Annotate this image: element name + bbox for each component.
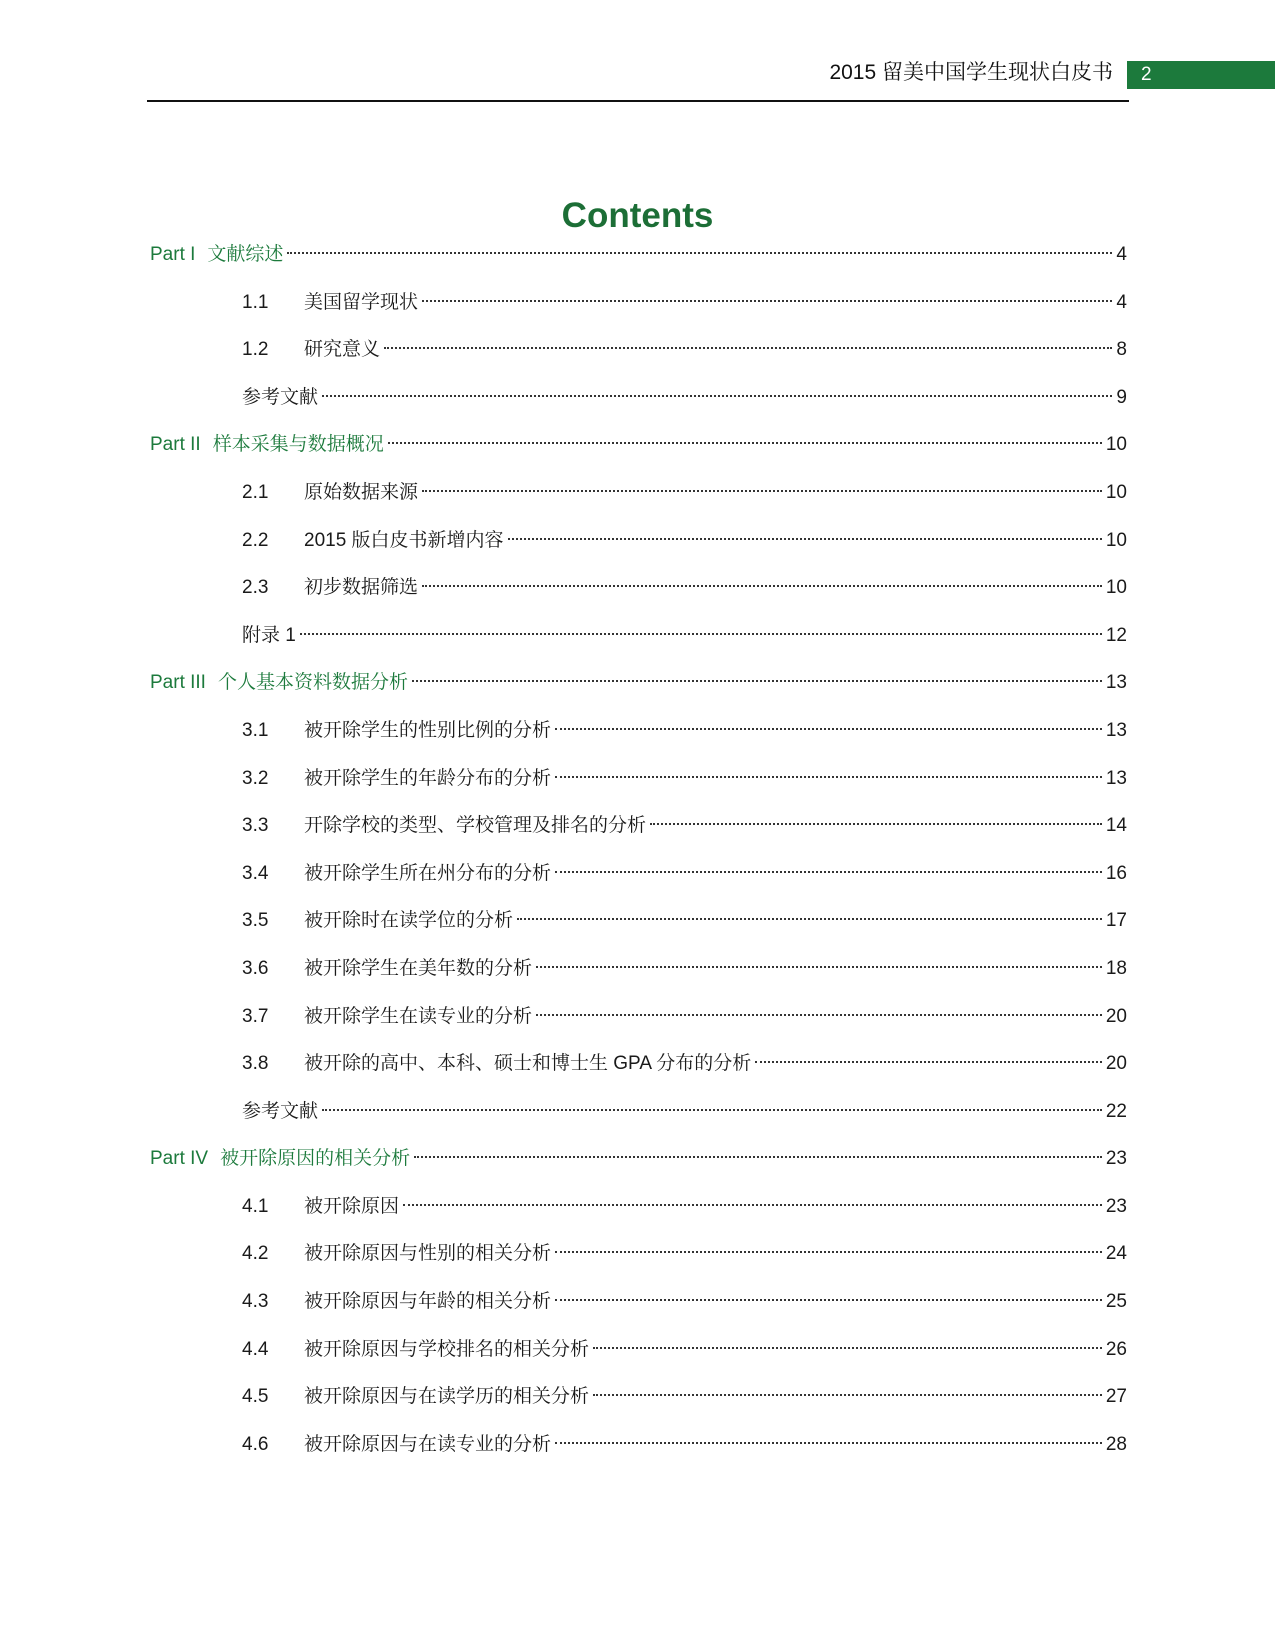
toc-entry-number: 2.1 xyxy=(242,481,269,503)
toc-entry[interactable] xyxy=(150,850,1127,898)
toc-entry-number: 3.6 xyxy=(242,957,269,979)
toc-entry-number: 4.5 xyxy=(242,1386,269,1408)
toc-list xyxy=(150,231,1127,1468)
toc-entry-number: 4.2 xyxy=(242,1243,269,1265)
dot-leader xyxy=(755,1061,1102,1063)
toc-entry-number: 1.2 xyxy=(242,339,269,361)
toc-part-1[interactable] xyxy=(150,231,1127,279)
toc-entry-page: 28 xyxy=(1105,1433,1127,1455)
toc-entry-page: 27 xyxy=(1105,1386,1127,1408)
toc-entry-title: 2015 版白皮书新增内容 xyxy=(304,529,504,551)
toc-entry-page: 4 xyxy=(1116,244,1127,265)
toc-entry-title: 文献综述 xyxy=(207,244,284,265)
toc-entry-page: 25 xyxy=(1105,1291,1127,1313)
toc-entry-title: 个人基本资料数据分析 xyxy=(217,672,408,694)
toc-entry-title: 样本采集与数据概况 xyxy=(212,434,384,456)
toc-entry-title: 研究意义 xyxy=(304,339,381,361)
dot-leader xyxy=(650,823,1102,825)
dot-leader xyxy=(412,680,1102,682)
toc-entry-page: 16 xyxy=(1105,862,1127,884)
toc-entry-number: Part II xyxy=(150,434,201,456)
toc-entry-page: 20 xyxy=(1105,1005,1127,1027)
toc-title: Contents xyxy=(561,196,714,235)
header-rule xyxy=(147,100,1129,102)
toc-entry[interactable] xyxy=(150,279,1127,327)
toc-entry-number: 3.4 xyxy=(242,862,269,884)
toc-entry-page: 10 xyxy=(1105,434,1127,456)
toc-entry-page: 10 xyxy=(1105,481,1127,503)
dot-leader xyxy=(517,918,1102,920)
toc-entry-page: 9 xyxy=(1116,386,1127,408)
dot-leader xyxy=(388,442,1102,444)
dot-leader xyxy=(508,538,1102,540)
toc-entry-page: 12 xyxy=(1105,624,1127,646)
toc-entry-number: 3.7 xyxy=(242,1005,269,1027)
toc-entry[interactable] xyxy=(150,802,1127,850)
toc-entry[interactable] xyxy=(150,469,1127,517)
toc-entry-page: 23 xyxy=(1105,1148,1127,1170)
toc-entry[interactable] xyxy=(150,707,1127,755)
toc-entry-number: 4.6 xyxy=(242,1433,269,1455)
header-title: 2015 留美中国学生现状白皮书 xyxy=(829,61,1113,84)
toc-entry-title: 被开除学生的性别比例的分析 xyxy=(304,719,552,741)
toc-part-3[interactable] xyxy=(150,659,1127,707)
toc-entry-number: 2.3 xyxy=(242,577,269,599)
toc-entry-page: 13 xyxy=(1105,767,1127,789)
toc-entry[interactable] xyxy=(150,1230,1127,1278)
toc-entry-title: 被开除原因与在读专业的分析 xyxy=(304,1433,552,1455)
toc-entry-number: 3.3 xyxy=(242,815,269,837)
toc-entry-number: 4.3 xyxy=(242,1291,269,1313)
dot-leader xyxy=(593,1347,1102,1349)
toc-entry-page: 10 xyxy=(1105,577,1127,599)
dot-leader xyxy=(287,252,1112,254)
toc-entry[interactable] xyxy=(150,1183,1127,1231)
dot-leader xyxy=(422,490,1102,492)
toc-entry[interactable] xyxy=(150,1040,1127,1088)
toc-entry-number: 3.2 xyxy=(242,767,269,789)
toc-entry-title: 参考文献 xyxy=(242,1100,319,1122)
toc-entry[interactable] xyxy=(150,993,1127,1041)
toc-entry-title: 被开除原因与学校排名的相关分析 xyxy=(304,1338,590,1360)
toc-entry-title: 原始数据来源 xyxy=(304,481,419,503)
toc-entry-title: 被开除学生所在州分布的分析 xyxy=(304,862,552,884)
toc-entry-title: 被开除原因与在读学历的相关分析 xyxy=(304,1386,590,1408)
page-number-tab: 2 xyxy=(1127,61,1275,89)
toc-entry[interactable] xyxy=(150,374,1127,422)
toc-entry-page: 10 xyxy=(1105,529,1127,551)
toc-entry-page: 18 xyxy=(1105,957,1127,979)
dot-leader xyxy=(403,1204,1102,1206)
toc-entry-number: 4.4 xyxy=(242,1338,269,1360)
toc-entry-title: 被开除原因 xyxy=(304,1195,400,1217)
toc-entry-title: 被开除原因与年龄的相关分析 xyxy=(304,1291,552,1313)
toc-entry-title: 美国留学现状 xyxy=(304,291,419,313)
toc-entry-title: 被开除学生的年龄分布的分析 xyxy=(304,767,552,789)
dot-leader xyxy=(555,871,1102,873)
dot-leader xyxy=(536,1014,1102,1016)
toc-entry-page: 22 xyxy=(1105,1100,1127,1122)
dot-leader xyxy=(384,347,1112,349)
toc-entry-number: 3.5 xyxy=(242,910,269,932)
toc-entry-title: 开除学校的类型、学校管理及排名的分析 xyxy=(304,815,647,837)
toc-entry-title: 被开除学生在美年数的分析 xyxy=(304,957,533,979)
toc-entry-title: 被开除时在读学位的分析 xyxy=(304,910,514,932)
toc-entry-title: 被开除的高中、本科、硕士和博士生 GPA 分布的分析 xyxy=(304,1053,752,1075)
toc-entry-title: 被开除原因与性别的相关分析 xyxy=(304,1243,552,1265)
toc-entry-page: 26 xyxy=(1105,1338,1127,1360)
toc-entry-page: 13 xyxy=(1105,719,1127,741)
toc-entry-page: 20 xyxy=(1105,1053,1127,1075)
toc-entry-title: 被开除学生在读专业的分析 xyxy=(304,1005,533,1027)
toc-entry-page: 14 xyxy=(1105,815,1127,837)
toc-entry[interactable] xyxy=(150,897,1127,945)
toc-entry-number: Part IV xyxy=(150,1148,209,1170)
dot-leader xyxy=(322,1109,1102,1111)
toc-entry-page: 8 xyxy=(1116,339,1127,361)
toc-entry[interactable] xyxy=(150,1421,1127,1469)
toc-entry-number: Part I xyxy=(150,244,196,265)
toc-entry-number: 3.8 xyxy=(242,1053,269,1075)
toc-entry-page: 23 xyxy=(1105,1195,1127,1217)
toc-entry-page: 13 xyxy=(1105,672,1127,694)
toc-entry-number: 4.1 xyxy=(242,1195,269,1217)
toc-entry-page: 17 xyxy=(1105,910,1127,932)
dot-leader xyxy=(300,633,1102,635)
toc-entry-title: 参考文献 xyxy=(242,386,319,408)
toc-entry[interactable] xyxy=(150,564,1127,612)
dot-leader xyxy=(536,966,1102,968)
toc-entry-number: Part III xyxy=(150,672,206,694)
dot-leader xyxy=(555,776,1102,778)
toc-entry[interactable] xyxy=(150,517,1127,565)
dot-leader xyxy=(555,728,1102,730)
dot-leader xyxy=(593,1394,1102,1396)
dot-leader xyxy=(555,1442,1102,1444)
toc-entry-number: 2.2 xyxy=(242,529,269,551)
toc-entry-title: 初步数据筛选 xyxy=(304,577,419,599)
toc-entry-page: 24 xyxy=(1105,1243,1127,1265)
dot-leader xyxy=(555,1299,1102,1301)
dot-leader xyxy=(555,1251,1102,1253)
toc-entry[interactable] xyxy=(150,1088,1127,1136)
toc-entry[interactable] xyxy=(150,945,1127,993)
toc-part-4[interactable] xyxy=(150,1135,1127,1183)
dot-leader xyxy=(422,585,1102,587)
toc-entry[interactable] xyxy=(150,326,1127,374)
toc-entry[interactable] xyxy=(150,612,1127,660)
dot-leader xyxy=(322,395,1112,397)
toc-entry-number: 1.1 xyxy=(242,291,269,313)
dot-leader xyxy=(422,300,1112,302)
toc-part-2[interactable] xyxy=(150,421,1127,469)
toc-entry[interactable] xyxy=(150,1373,1127,1421)
toc-entry[interactable] xyxy=(150,1326,1127,1374)
toc-entry-number: 3.1 xyxy=(242,719,269,741)
dot-leader xyxy=(414,1156,1102,1158)
toc-entry-title: 附录 1 xyxy=(242,624,296,646)
toc-entry-page: 4 xyxy=(1116,291,1127,313)
toc-entry-title: 被开除原因的相关分析 xyxy=(220,1148,411,1170)
toc-entry[interactable] xyxy=(150,1278,1127,1326)
toc-entry[interactable] xyxy=(150,755,1127,803)
